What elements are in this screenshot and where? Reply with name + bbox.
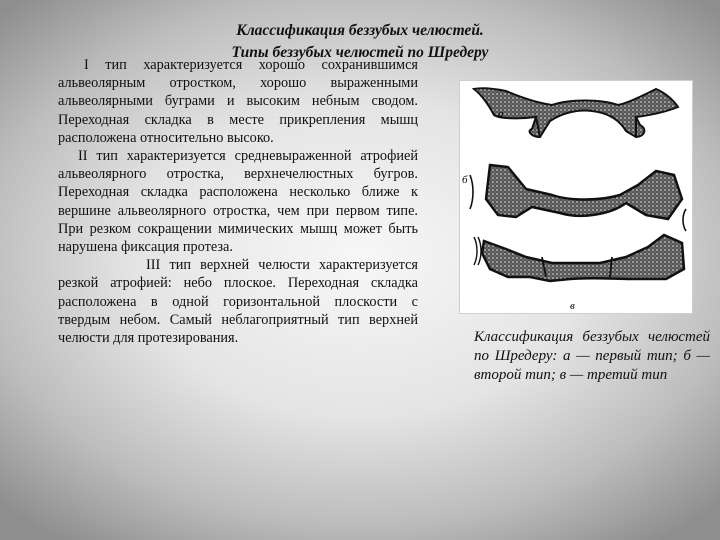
paragraph-type-2: II тип характеризуется средневыраженной атрофией альвеолярного отростка, верхнечелюстных бугров. Переходная складка расположена несколько ближе к вершине альвеолярного отростка, чем при первом типе. При резком сокращении мимических мышц может быть нарушена фиксация протеза.: [58, 148, 418, 256]
jaw-cross-sections-drawing: [460, 81, 692, 313]
figure-label-b: б: [462, 174, 468, 186]
title-line-1: Классификация беззубых челюстей.: [236, 22, 484, 39]
title-line-2: Типы беззубых челюстей по Шредеру: [231, 44, 489, 61]
jaw-section-type-2: [470, 165, 682, 219]
figure-label-c: в: [570, 300, 575, 312]
figure-caption: Классификация беззубых челюстей по Шредеру: а — первый тип; б — второй тип; в — третий тип: [474, 329, 710, 383]
paragraph-type-3: III тип верхней челюсти характеризуется резкой атрофией: небо плоское. Переходная складка расположена в одной горизонтальной плоскости с твердым небом. Самый неблагоприятный тип верхней челюсти для протезирования.: [58, 257, 418, 347]
jaw-section-type-1: [474, 88, 678, 137]
figure-label-a: а: [498, 108, 504, 120]
jaw-types-figure: [459, 80, 693, 314]
paragraph-type-1: I тип характеризуется хорошо сохранившимся альвеолярным отростком, хорошо выраженными альвеолярными буграми и высоким небным сводом. Переходная складка в месте прикрепления мышц расположена относительно высоко.: [58, 57, 418, 146]
body-text: [58, 56, 418, 347]
jaw-section-type-3: [474, 209, 686, 281]
